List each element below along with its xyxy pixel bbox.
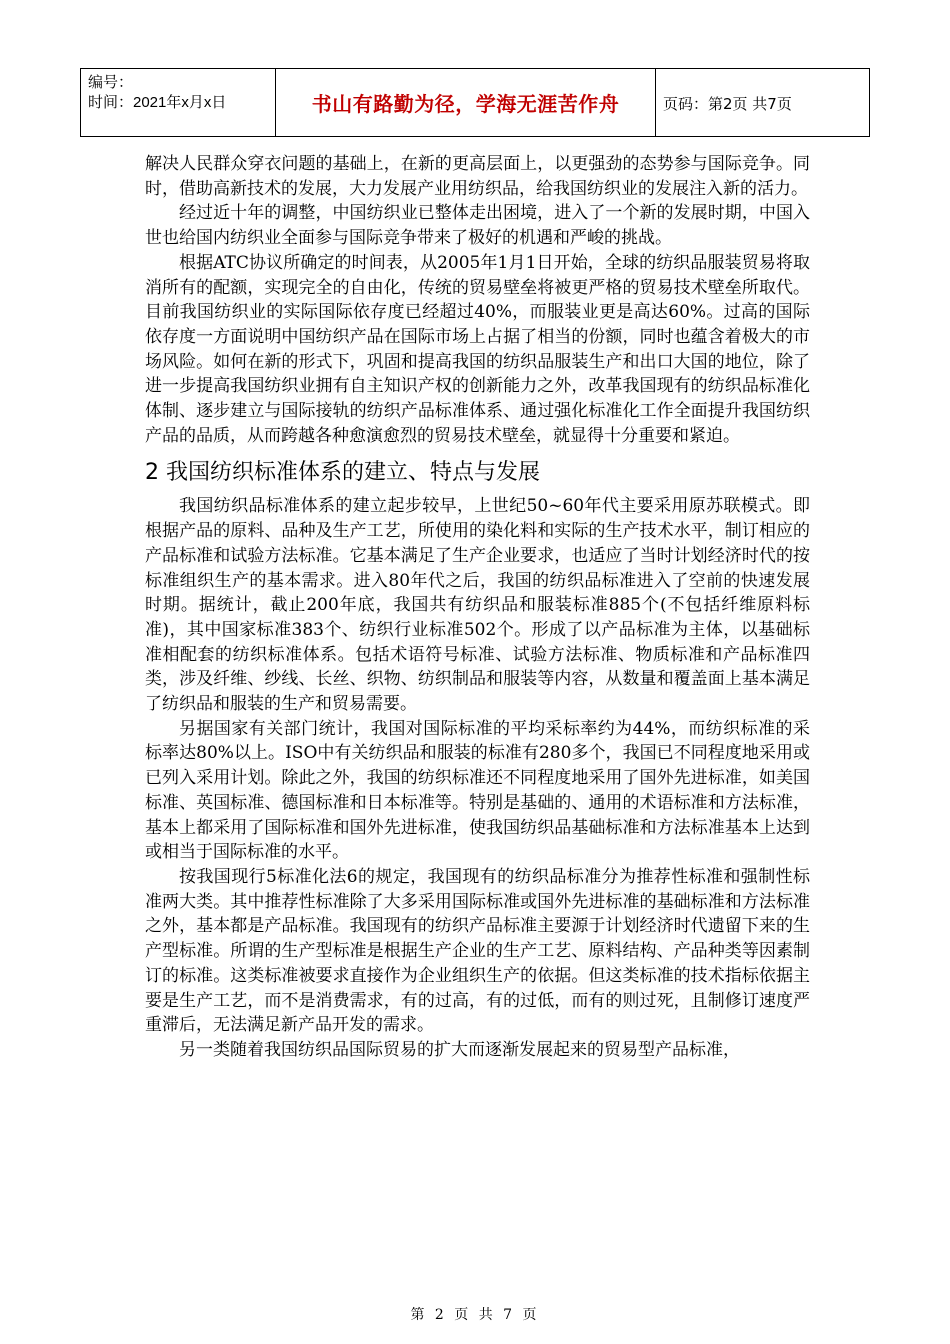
header-border-left	[80, 69, 81, 136]
paragraph: 根据ATC协议所确定的时间表，从2005年1月1日开始，全球的纺织品服装贸易将取消所有的配额，实现完全的自由化，传统的贸易壁垒将被更严格的贸易技术壁垒所取代。目前我国纺织业的实际国际依存度已经超过40%，而服装业更是高达60%。过高的国际依存度一方面说明中国纺织产品在国际市场上占据了相当的份额，同时也蕴含着极大的市场风险。如何在新的形式下，巩固和提高我国的纺织品服装生产和出口大国的地位，除了进一步提高我国纺织业拥有自主知识产权的创新能力之外，改革我国现有的纺织品标准化体制、逐步建立与国际接轨的纺织产品标准体系、通过强化标准化工作全面提升我国纺织产品的品质，从而跨越各种愈演愈烈的贸易技术壁垒，就显得十分重要和紧迫。	[145, 252, 810, 446]
header-divider-2	[655, 69, 656, 136]
paragraph-continued: 解决人民群众穿衣问题的基础上，在新的更高层面上，以更强劲的态势参与国际竞争。同时，借助高新技术的发展，大力发展产业用纺织品，给我国纺织业的发展注入新的活力。	[145, 154, 810, 199]
page-footer: 第 2 页 共 7 页	[410, 1307, 540, 1323]
paragraph: 我国纺织品标准体系的建立起步较早，上世纪50~60年代主要采用原苏联模式。即根据产品的原料、品种及生产工艺，所使用的染化料和实际的生产技术水平，制订相应的产品标准和试验方法标准。它基本满足了生产企业要求，也适应了当时计划经济时代的按标准组织生产的基本需求。进入80年代之后，我国的纺织品标准进入了空前的快速发展时期。据统计，截止200年底，我国共有纺织品和服装标准885个(不包括纤维原料标准)，其中国家标准383个、纺织行业标准502个。形成了以产品标准为主体，以基础标准相配套的纺织标准体系。包括术语符号标准、试验方法标准、物质标准和产品标准四类，涉及纤维、纱线、长丝、织物、纺织制品和服装等内容，从数量和覆盖面上基本满足了纺织品和服装的生产和贸易需要。	[145, 496, 810, 715]
header-border-right	[869, 69, 870, 136]
document-number-label: 编号：	[88, 74, 134, 91]
section-heading: 2 我国纺织标准体系的建立、特点与发展	[145, 460, 540, 486]
document-body	[145, 152, 810, 1063]
paragraph: 经过近十年的调整，中国纺织业已整体走出困境，进入了一个新的发展时期，中国入世也给国内纺织业全面参与国际竞争带来了极好的机遇和严峻的挑战。	[145, 203, 810, 249]
header-page-info: 页码：第2页 共7页	[663, 95, 792, 113]
paragraph: 另据国家有关部门统计，我国对国际标准的平均采标率约为44%，而纺织标准的采标率达80%以上。ISO中有关纺织品和服装的标准有280多个，我国已不同程度地采用或已列入采用计划。除此之外，我国的纺织标准还不同程度地采用了国外先进标准，如美国标准、英国标准、德国标准和日本标准等。特别是基础的、通用的术语标准和方法标准，基本上都采用了国际标准和国外先进标准，使我国纺织品基础标准和方法标准基本上达到或相当于国际标准的水平。	[145, 718, 810, 863]
paragraph: 按我国现行5标准化法6的规定，我国现有的纺织品标准分为推荐性标准和强制性标准两大类。其中推荐性标准除了大多采用国际标准或国外先进标准的基础标准和方法标准之外，基本都是产品标准。我国现有的纺织产品标准主要源于计划经济时代遗留下来的生产型标准。所谓的生产型标准是根据生产企业的生产工艺、原料结构、产品种类等因素制订的标准。这类标准被要求直接作为企业组织生产的依据。但这类标准的技术指标依据主要是生产工艺，而不是消费需求，有的过高，有的过低，而有的则过死，且制修订速度严重滞后，无法满足新产品开发的需求。	[145, 866, 810, 1036]
page-header	[80, 68, 870, 137]
header-meta	[88, 73, 226, 113]
document-time-label: 时间：2021年x月x日	[88, 94, 227, 111]
header-motto: 书山有路勤为径，学海无涯苦作舟	[311, 92, 620, 116]
paragraph: 另一类随着我国纺织品国际贸易的扩大而逐渐发展起来的贸易型产品标准，	[179, 1039, 740, 1060]
